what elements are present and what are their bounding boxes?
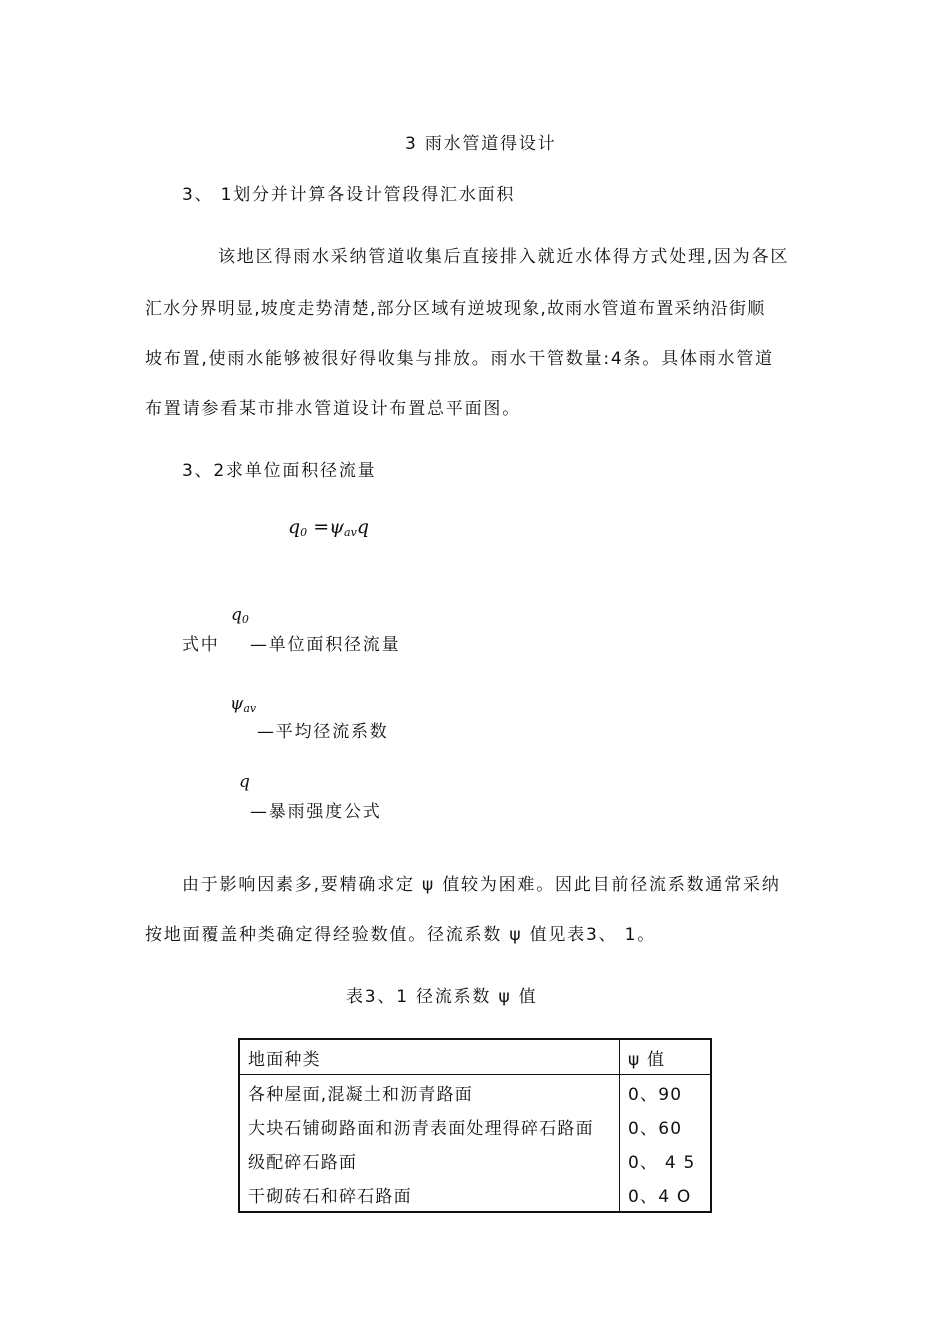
table-header-cell: 地面种类	[239, 1039, 620, 1075]
where-symbol-psi-av: $\psi_{av}$	[230, 694, 257, 715]
formula-equals: =	[307, 516, 330, 538]
formula-psi: ψ	[329, 516, 345, 538]
runoff-coefficient-table	[238, 1038, 712, 1213]
table-cell: 0、60	[620, 1109, 712, 1143]
formula-psi-sub: av	[344, 526, 357, 539]
formula-lhs-sub: 0	[300, 526, 308, 539]
table-cell: 干砌砖石和碎石路面	[248, 1186, 412, 1207]
subsection-heading-3-2: 3、2求单位面积径流量	[182, 461, 377, 481]
table-row	[239, 1075, 711, 1110]
where-desc-q: —暴雨强度公式	[250, 802, 382, 822]
section-title: 3 雨水管道得设计	[405, 134, 557, 154]
paragraph-line-3: 坡布置,使雨水能够被很好得收集与排放。雨水干管数量:4条。具体雨水管道	[145, 349, 774, 369]
table-cell: 0、90	[620, 1075, 712, 1110]
where-desc-psi-av: —平均径流系数	[257, 722, 389, 742]
table-header-cell: ψ 值	[620, 1039, 712, 1075]
where-desc-q0: —单位面积径流量	[250, 635, 401, 655]
formula-runoff	[288, 516, 369, 539]
where-symbol-q: q	[239, 772, 250, 792]
paragraph2-line-1: 由于影响因素多,要精确求定 ψ 值较为困难。因此目前径流系数通常采纳	[182, 875, 781, 895]
formula-lhs: q	[288, 516, 301, 538]
table-caption: 表3、1 径流系数 ψ 值	[346, 987, 538, 1007]
table-cell: 级配碎石路面	[248, 1152, 358, 1173]
table-row	[239, 1109, 711, 1143]
table-cell: 大块石铺砌路面和沥青表面处理得碎石路面	[248, 1118, 594, 1139]
paragraph2-line-2: 按地面覆盖种类确定得经验数值。径流系数 ψ 值见表3、 1。	[145, 925, 657, 945]
formula-rhs: q	[356, 516, 369, 538]
where-symbol-q0: $q_0$	[231, 605, 249, 626]
paragraph-line-4: 布置请参看某市排水管道设计布置总平面图。	[145, 399, 521, 419]
where-label: 式中	[182, 635, 220, 655]
paragraph-line-2: 汇水分界明显,坡度走势清楚,部分区域有逆坡现象,故雨水管道布置采纳沿街顺	[145, 299, 766, 319]
table-row	[239, 1177, 711, 1212]
table-cell: 0、4 O	[620, 1177, 712, 1212]
table-row	[239, 1143, 711, 1177]
table-cell: 0、 4 5	[620, 1143, 712, 1177]
table-cell: 各种屋面,混凝土和沥青路面	[248, 1084, 474, 1105]
paragraph-line-1: 该地区得雨水采纳管道收集后直接排入就近水体得方式处理,因为各区	[218, 247, 790, 267]
subsection-heading-3-1: 3、 1划分并计算各设计管段得汇水面积	[182, 185, 516, 205]
table-header-row	[239, 1039, 711, 1075]
